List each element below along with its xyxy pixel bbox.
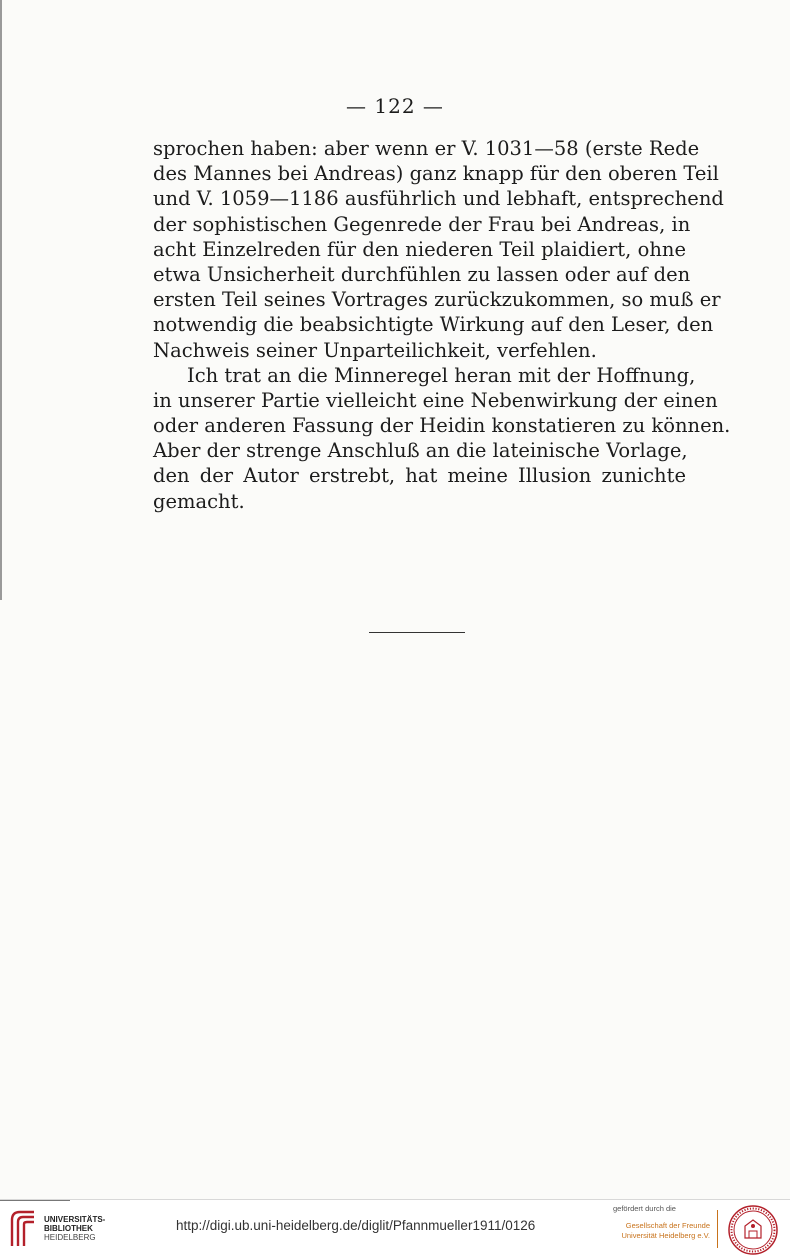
text-line: den der Autor erstrebt, hat meine Illusion zunichte (153, 464, 686, 488)
text-line: in unserer Partie vielleicht eine Nebenwirkung der einen (153, 388, 718, 412)
section-rule (369, 632, 465, 633)
footer-bar (0, 1199, 790, 1258)
page-number: — 122 — (346, 94, 444, 118)
funded-by-label: gefördert durch die (613, 1204, 676, 1213)
text-line: der sophistischen Gegenrede der Frau bei Andreas, in (153, 212, 691, 236)
text-line: ersten Teil seines Vortrages zurückzukommen, so muß er (153, 288, 721, 312)
body-text (153, 136, 731, 514)
sponsor-name[interactable]: Gesellschaft der Freunde Universität Heidelberg e.V. (621, 1221, 710, 1240)
text-line: notwendig die beabsichtigte Wirkung auf den Leser, den (153, 313, 714, 337)
sponsor-divider (717, 1210, 718, 1248)
text-line: des Mannes bei Andreas) ganz knapp für den oberen Teil (153, 162, 719, 186)
text-line: gemacht. (153, 489, 245, 513)
text-line: etwa Unsicherheit durchfühlen zu lassen oder auf den (153, 262, 691, 286)
scan-edge (0, 0, 2, 600)
text-line: Nachweis seiner Unparteilichkeit, verfehlen. (153, 338, 597, 362)
permalink[interactable]: http://digi.ub.uni-heidelberg.de/diglit/Pfannmueller1911/0126 (176, 1218, 536, 1233)
library-logo-icon[interactable] (8, 1208, 38, 1248)
text-line: Aber der strenge Anschluß an die lateinische Vorlage, (153, 439, 688, 463)
university-seal-icon (727, 1204, 779, 1256)
text-line: acht Einzelreden für den niederen Teil plaidiert, ohne (153, 237, 686, 261)
library-name[interactable]: UNIVERSITÄTS- BIBLIOTHEK HEIDELBERG (44, 1215, 106, 1242)
text-line: oder anderen Fassung der Heidin konstatieren zu können. (153, 414, 731, 438)
text-line: Ich trat an die Minneregel heran mit der Hoffnung, (187, 363, 696, 387)
footer-shadow (0, 1200, 70, 1201)
text-line: und V. 1059—1186 ausführlich und lebhaft, entsprechend (153, 187, 724, 211)
text-line: sprochen haben: aber wenn er V. 1031—58 (erste Rede (153, 137, 700, 160)
